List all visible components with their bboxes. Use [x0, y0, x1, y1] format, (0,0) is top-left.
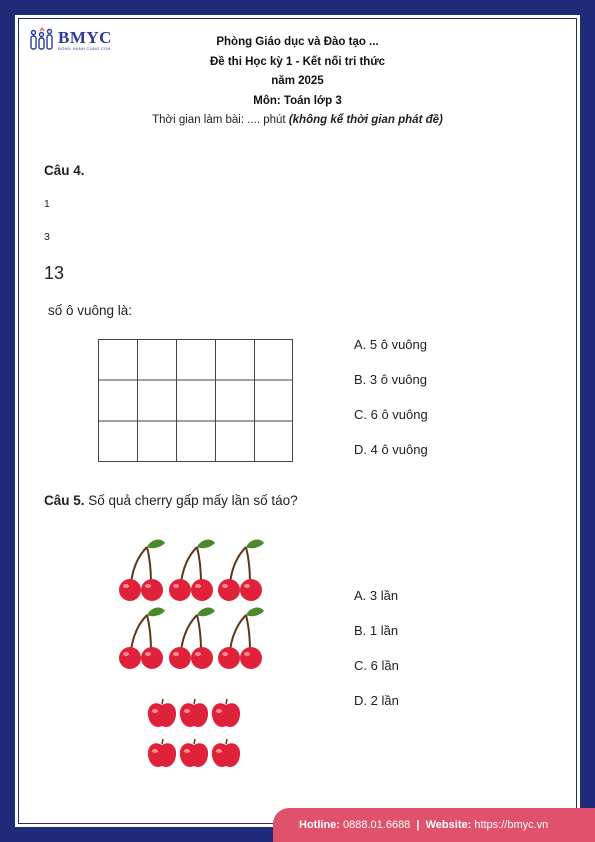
q5-question-text: Số quả cherry gấp mấy lần số táo? — [84, 493, 298, 508]
cherry-pair-icon — [167, 537, 217, 608]
website-link[interactable]: https://bmyc.vn — [471, 819, 549, 831]
apple-icon — [211, 738, 241, 775]
q4-fraction-denominator: 3 — [44, 231, 50, 243]
website-label: Website: — [425, 819, 472, 831]
brand-name: BMYC — [58, 28, 112, 47]
hotline-label: Hotline: — [299, 819, 340, 831]
q4-question-text: số ô vuông là: — [48, 303, 133, 318]
square-grid — [98, 339, 293, 462]
header-year: năm 2025 — [271, 75, 324, 87]
footer-contact-bar — [273, 808, 595, 842]
header-duration — [0, 111, 595, 131]
apple-icon — [211, 698, 241, 735]
exam-header — [0, 33, 595, 131]
q5-label: Câu 5. — [44, 493, 85, 508]
q4-fraction-numerator: 1 — [44, 198, 50, 210]
brand-tagline: ĐỒNG HÀNH CÙNG CON — [58, 46, 111, 51]
q5-option-c[interactable]: C. 6 lần — [354, 658, 399, 673]
cherry-pair-icon — [216, 605, 266, 676]
apple-icon — [179, 738, 209, 775]
q5-option-a[interactable]: A. 3 lần — [354, 588, 399, 603]
cherry-pair-icon — [117, 537, 167, 608]
q4-big-number: 13 — [44, 263, 65, 283]
cherry-pair-icon — [216, 537, 266, 608]
apple-icon — [147, 738, 177, 775]
apple-icon — [179, 698, 209, 735]
header-exam-title: Đề thi Học kỳ 1 - Kết nối tri thức — [209, 55, 386, 68]
footer-separator: | — [410, 819, 426, 831]
hotline-number[interactable]: 0888.01.6688 — [339, 819, 411, 831]
header-subject: Môn: Toán lớp 3 — [253, 94, 342, 107]
q5-question — [44, 493, 298, 508]
q5-option-d[interactable]: D. 2 lần — [354, 693, 399, 708]
q4-option-d[interactable]: D. 4 ô vuông — [354, 442, 428, 457]
cherry-pair-icon — [167, 605, 217, 676]
duration-text: Thời gian làm bài: .... phút — [152, 114, 289, 126]
duration-note: (không kể thời gian phát đề) — [288, 114, 443, 126]
q4-option-b[interactable]: B. 3 ô vuông — [354, 372, 427, 387]
header-department: Phòng Giáo dục và Đào tạo ... — [216, 36, 379, 48]
q4-label: Câu 4. — [44, 163, 85, 178]
apple-icon — [147, 698, 177, 735]
q4-option-a[interactable]: A. 5 ô vuông — [354, 337, 427, 352]
cherry-pair-icon — [117, 605, 167, 676]
q5-option-b[interactable]: B. 1 lần — [354, 623, 399, 638]
q4-option-c[interactable]: C. 6 ô vuông — [354, 407, 428, 422]
